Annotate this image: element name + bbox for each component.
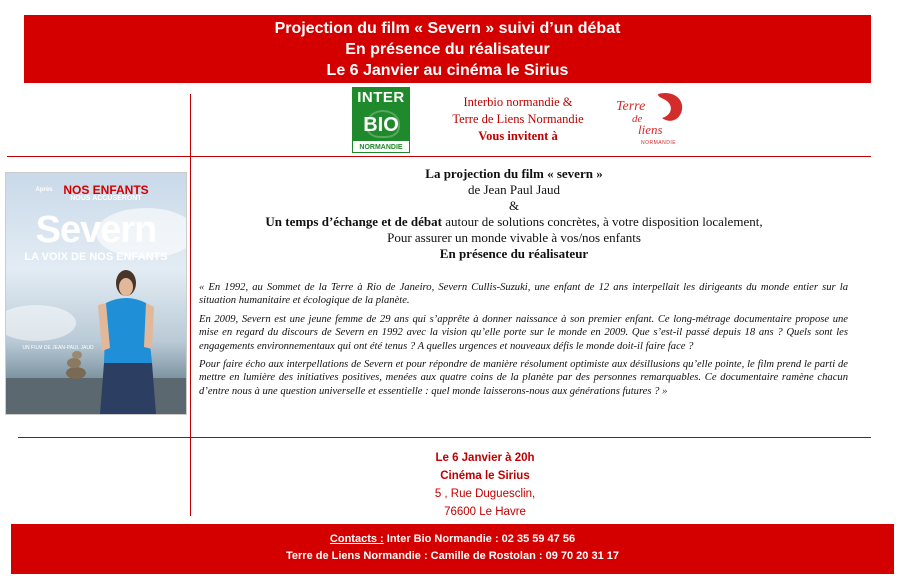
invitation-line-3: Vous invitent à xyxy=(478,129,558,143)
poster-top-small: Après xyxy=(35,187,53,193)
synopsis-paragraph-2: En 2009, Severn est une jeune femme de 29 ans qui s’apprête à donner naissance à son premier enfant. Ce long-métrage documentaire propose une mise en regard du discours de Severn en 1992 avec la vision qu’elle porte sur le monde en 2009. Que s’est-il passé depuis 18 ans ? Quels sont les engagements environnementaux qui ont été tenus ? A quelles urgences et nouveaux défis le monde doit-il faire face ? xyxy=(199,313,848,352)
rule-vertical-upper xyxy=(190,94,191,438)
invitation-text xyxy=(418,94,618,145)
rule-vertical-lower xyxy=(190,438,191,516)
synopsis xyxy=(199,281,848,403)
cinema-name: Cinéma le Sirius xyxy=(440,470,530,482)
tdl-text-3: liens xyxy=(638,122,663,137)
film-title: La projection du film « severn » xyxy=(425,166,603,181)
header-line-1: Projection du film « Severn » suivi d’un débat xyxy=(274,20,621,37)
street-address: 5 , Rue Duguesclin, xyxy=(434,488,536,500)
interbio-logo-text-3: NORMANDIE xyxy=(352,140,410,153)
synopsis-paragraph-1: « En 1992, au Sommet de la Terre à Rio de Janeiro, Severn Cullis-Suzuki, une enfant de 12 ans interpellait les dirigeants du monde entier sur la situation humanitaire et écologique de la planète. xyxy=(199,282,848,307)
contacts-interbio: Inter Bio Normandie : 02 35 59 47 56 xyxy=(383,533,576,545)
city-address: 76600 Le Havre xyxy=(444,506,526,518)
ampersand: & xyxy=(508,198,520,213)
poster-title: Severn xyxy=(35,209,157,251)
severn-poster xyxy=(5,172,187,415)
interbio-logo-text-2: BIO xyxy=(363,114,399,136)
terre-de-liens-emblem-icon xyxy=(610,88,690,150)
rule-horizontal-1 xyxy=(7,156,871,157)
poster-top-sub: NOUS ACCUSERONT xyxy=(70,195,142,202)
venue-block xyxy=(400,449,570,521)
director: de Jean Paul Jaud xyxy=(467,182,561,197)
poster-credit: UN FILM DE JEAN-PAUL JAUD xyxy=(22,345,94,351)
world-line: Pour assurer un monde vivable à vos/nos enfants xyxy=(387,230,641,245)
header-line-3: Le 6 Janvier au cinéma le Sirius xyxy=(326,62,569,79)
synopsis-paragraph-3: Pour faire écho aux interpellations de Severn et pour répondre de manière résolument optimiste aux désillusions qu’elle pointe, le film prend le parti de mettre en lumière des initiatives positives, menées aux quatre coins de la planète par des personnes remarquables. Ce documentaire ramène chacun d’entre nous à une question universelle et essentielle : quel monde laisserons-nous aux générations futures ? » xyxy=(199,359,848,397)
interbio-logo xyxy=(352,87,410,153)
contacts-label: Contacts : xyxy=(329,533,384,545)
debate-line xyxy=(200,214,828,230)
header-line-2: En présence du réalisateur xyxy=(345,41,550,58)
interbio-logo-text-1: INTER xyxy=(357,89,405,106)
program-section xyxy=(200,166,828,262)
event-date: Le 6 Janvier à 20h xyxy=(435,452,535,464)
header-banner xyxy=(24,15,871,83)
invitation-line-2: Terre de Liens Normandie xyxy=(452,112,584,126)
debate-rest: autour de solutions concrètes, à votre disposition localement, xyxy=(441,214,763,229)
tdl-text-4: NORMANDIE xyxy=(641,140,677,146)
rule-horizontal-2 xyxy=(18,437,871,438)
debate-bold: Un temps d’échange et de débat xyxy=(265,214,442,229)
tdl-text-1: Terre xyxy=(616,99,646,114)
invitation-line-1: Interbio normandie & xyxy=(463,95,573,109)
presence-line: En présence du réalisateur xyxy=(439,246,589,261)
contacts-line-2: Terre de Liens Normandie : Camille de Rostolan : 09 70 20 31 17 xyxy=(286,550,619,562)
contacts-line-1 xyxy=(11,531,894,548)
contacts-banner xyxy=(11,524,894,574)
tdl-text-2: de xyxy=(632,113,643,125)
poster-top-title: NOS ENFANTS xyxy=(63,183,149,197)
poster-subtitle: LA VOIX DE NOS ENFANTS xyxy=(24,251,168,263)
terre-de-liens-logo xyxy=(610,88,690,150)
